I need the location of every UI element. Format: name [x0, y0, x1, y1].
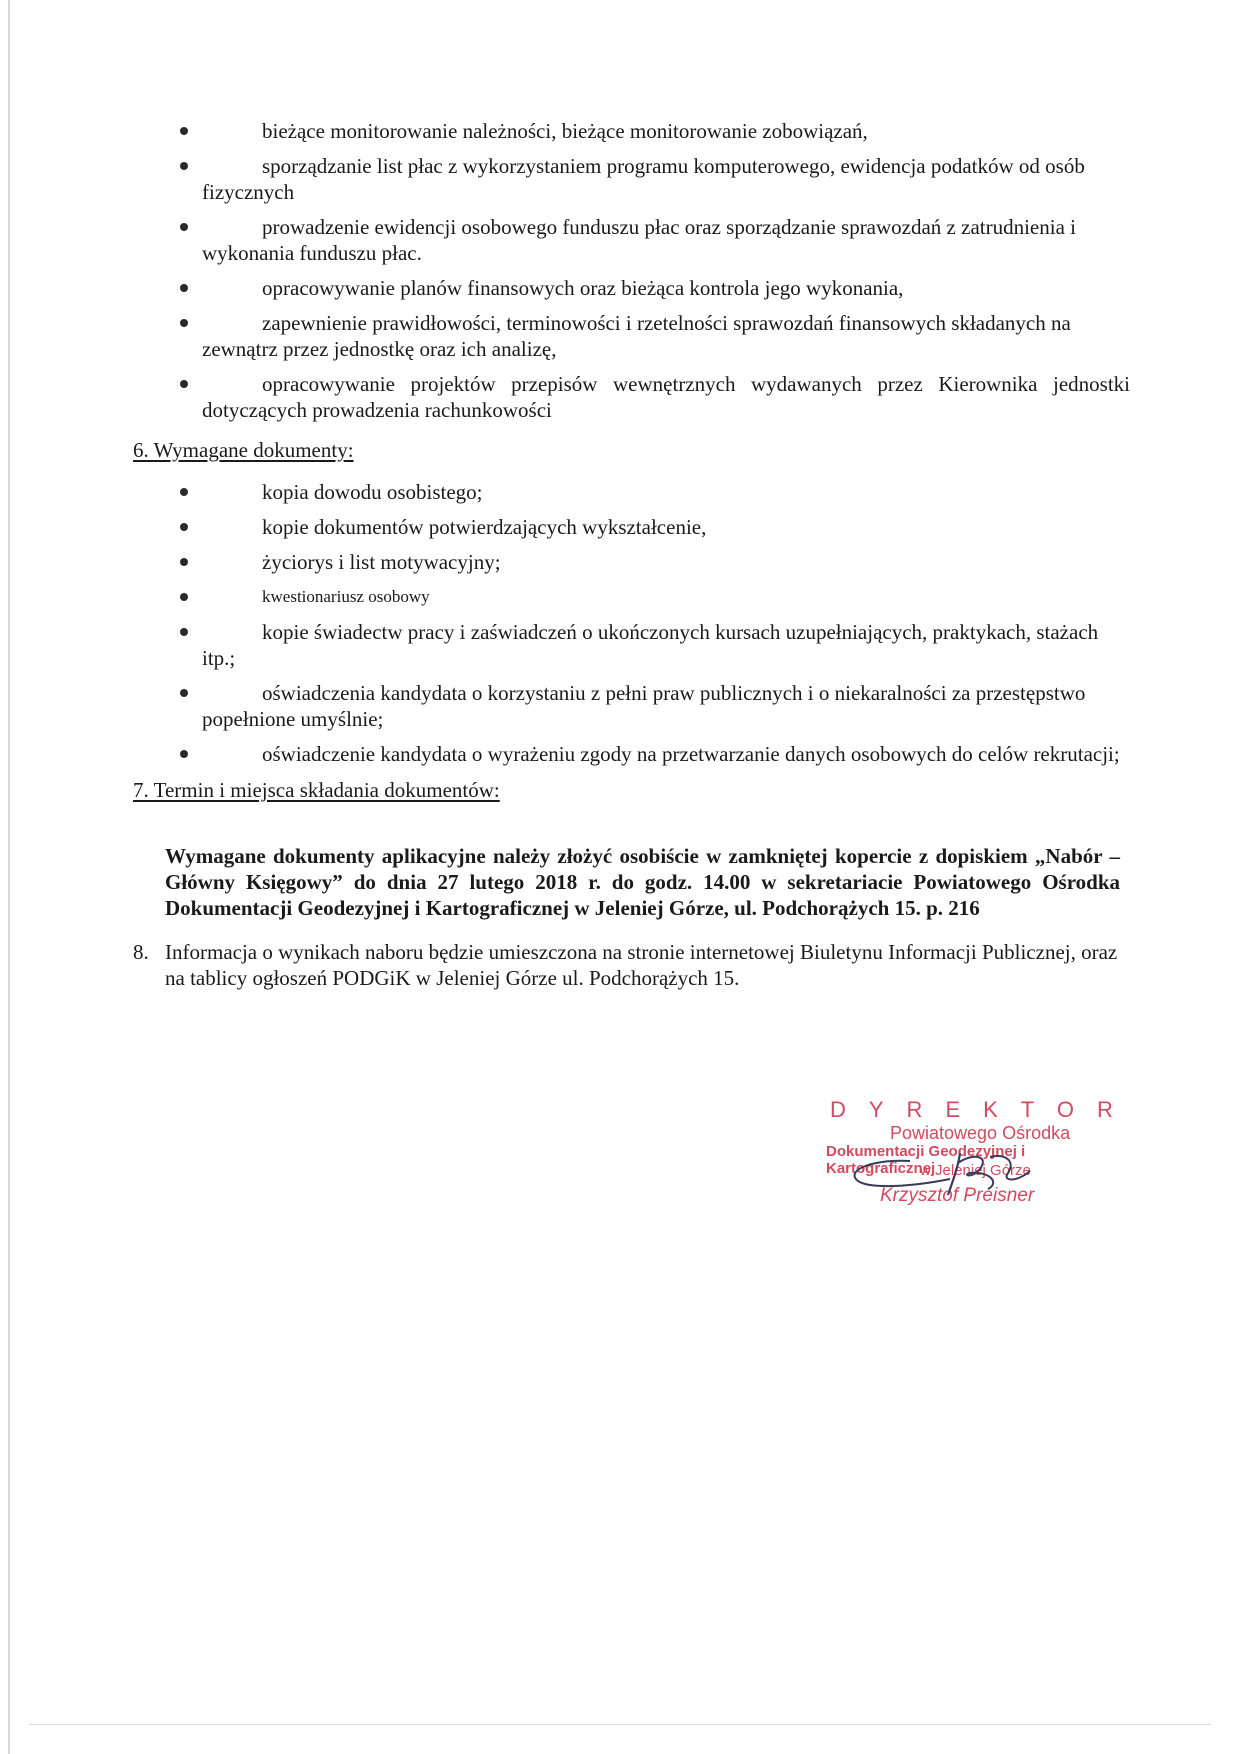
document-body: [0, 118, 1240, 991]
list-item: kopie świadectw pracy i zaświadczeń o ukończonych kursach uzupełniających, praktykach, stażach itp.;: [202, 619, 1130, 671]
stamp-line-1: Powiatowego Ośrodka: [890, 1123, 1071, 1143]
stamp-line-3: w Jeleniej Górze: [920, 1162, 1031, 1179]
section-8-number: 8.: [133, 940, 149, 964]
list-item: opracowywanie projektów przepisów wewnętrznych wydawanych przez Kierownika jednostki dotyczących prowadzenia rachunkowości: [202, 372, 1130, 422]
stamp-line-2: Dokumentacji Geodezyjnej i Kartograficznej: [826, 1143, 1026, 1177]
page-bottom-edge: [30, 1724, 1210, 1725]
section-8-paragraph: [133, 939, 1120, 991]
handwritten-signature-icon: [840, 1123, 1060, 1223]
required-documents-list: [0, 479, 1240, 767]
list-item: kopia dowodu osobistego;: [202, 479, 1130, 505]
list-item: sporządzanie list płac z wykorzystaniem programu komputerowego, ewidencja podatków od osób fizycznych: [202, 153, 1130, 205]
submission-instructions: Wymagane dokumenty aplikacyjne należy złożyć osobiście w zamkniętej kopercie z dopiskiem „Nabór – Główny Księgowy” do dnia 27 lutego 2018 r. do godz. 14.00 w sekretariacie Powiatowego Ośrodka Dokumentacji Geodezyjnej i Kartograficznej w Jeleniej Górze, ul. Podchorążych 15. p. 216: [165, 844, 1120, 920]
list-item: kwestionariusz osobowy: [202, 584, 1130, 610]
director-stamp: [820, 1097, 1136, 1237]
stamp-title: DYREKTOR: [830, 1097, 1136, 1122]
list-item: bieżące monitorowanie należności, bieżące monitorowanie zobowiązań,: [202, 118, 1130, 144]
list-item: zapewnienie prawidłowości, terminowości i rzetelności sprawozdań finansowych składanych na zewnątrz przez jednostkę oraz ich analizę,: [202, 310, 1130, 362]
list-item: oświadczenie kandydata o wyrażeniu zgody na przetwarzanie danych osobowych do celów rekrutacji;: [202, 741, 1130, 767]
list-item: oświadczenia kandydata o korzystaniu z pełni praw publicznych i o niekaralności za przestępstwo popełnione umyślnie;: [202, 680, 1130, 732]
list-item: życiorys i list motywacyjny;: [202, 549, 1130, 575]
section-8-text: Informacja o wynikach naboru będzie umieszczona na stronie internetowej Biuletynu Informacji Publicznej, oraz na tablicy ogłoszeń PODGiK w Jeleniej Górze ul. Podchorążych 15.: [165, 940, 1118, 990]
duties-list: [0, 118, 1240, 423]
section-7-heading: 7. Termin i miejsca składania dokumentów:: [133, 778, 500, 802]
list-item: opracowywanie planów finansowych oraz bieżąca kontrola jego wykonania,: [202, 275, 1130, 301]
section-6-heading: 6. Wymagane dokumenty:: [133, 438, 354, 462]
list-item: kopie dokumentów potwierdzających wykształcenie,: [202, 514, 1130, 540]
stamp-name: Krzysztof Preisner: [880, 1185, 1035, 1206]
list-item: prowadzenie ewidencji osobowego funduszu płac oraz sporządzanie sprawozdań z zatrudnienia i wykonania funduszu płac.: [202, 214, 1130, 266]
